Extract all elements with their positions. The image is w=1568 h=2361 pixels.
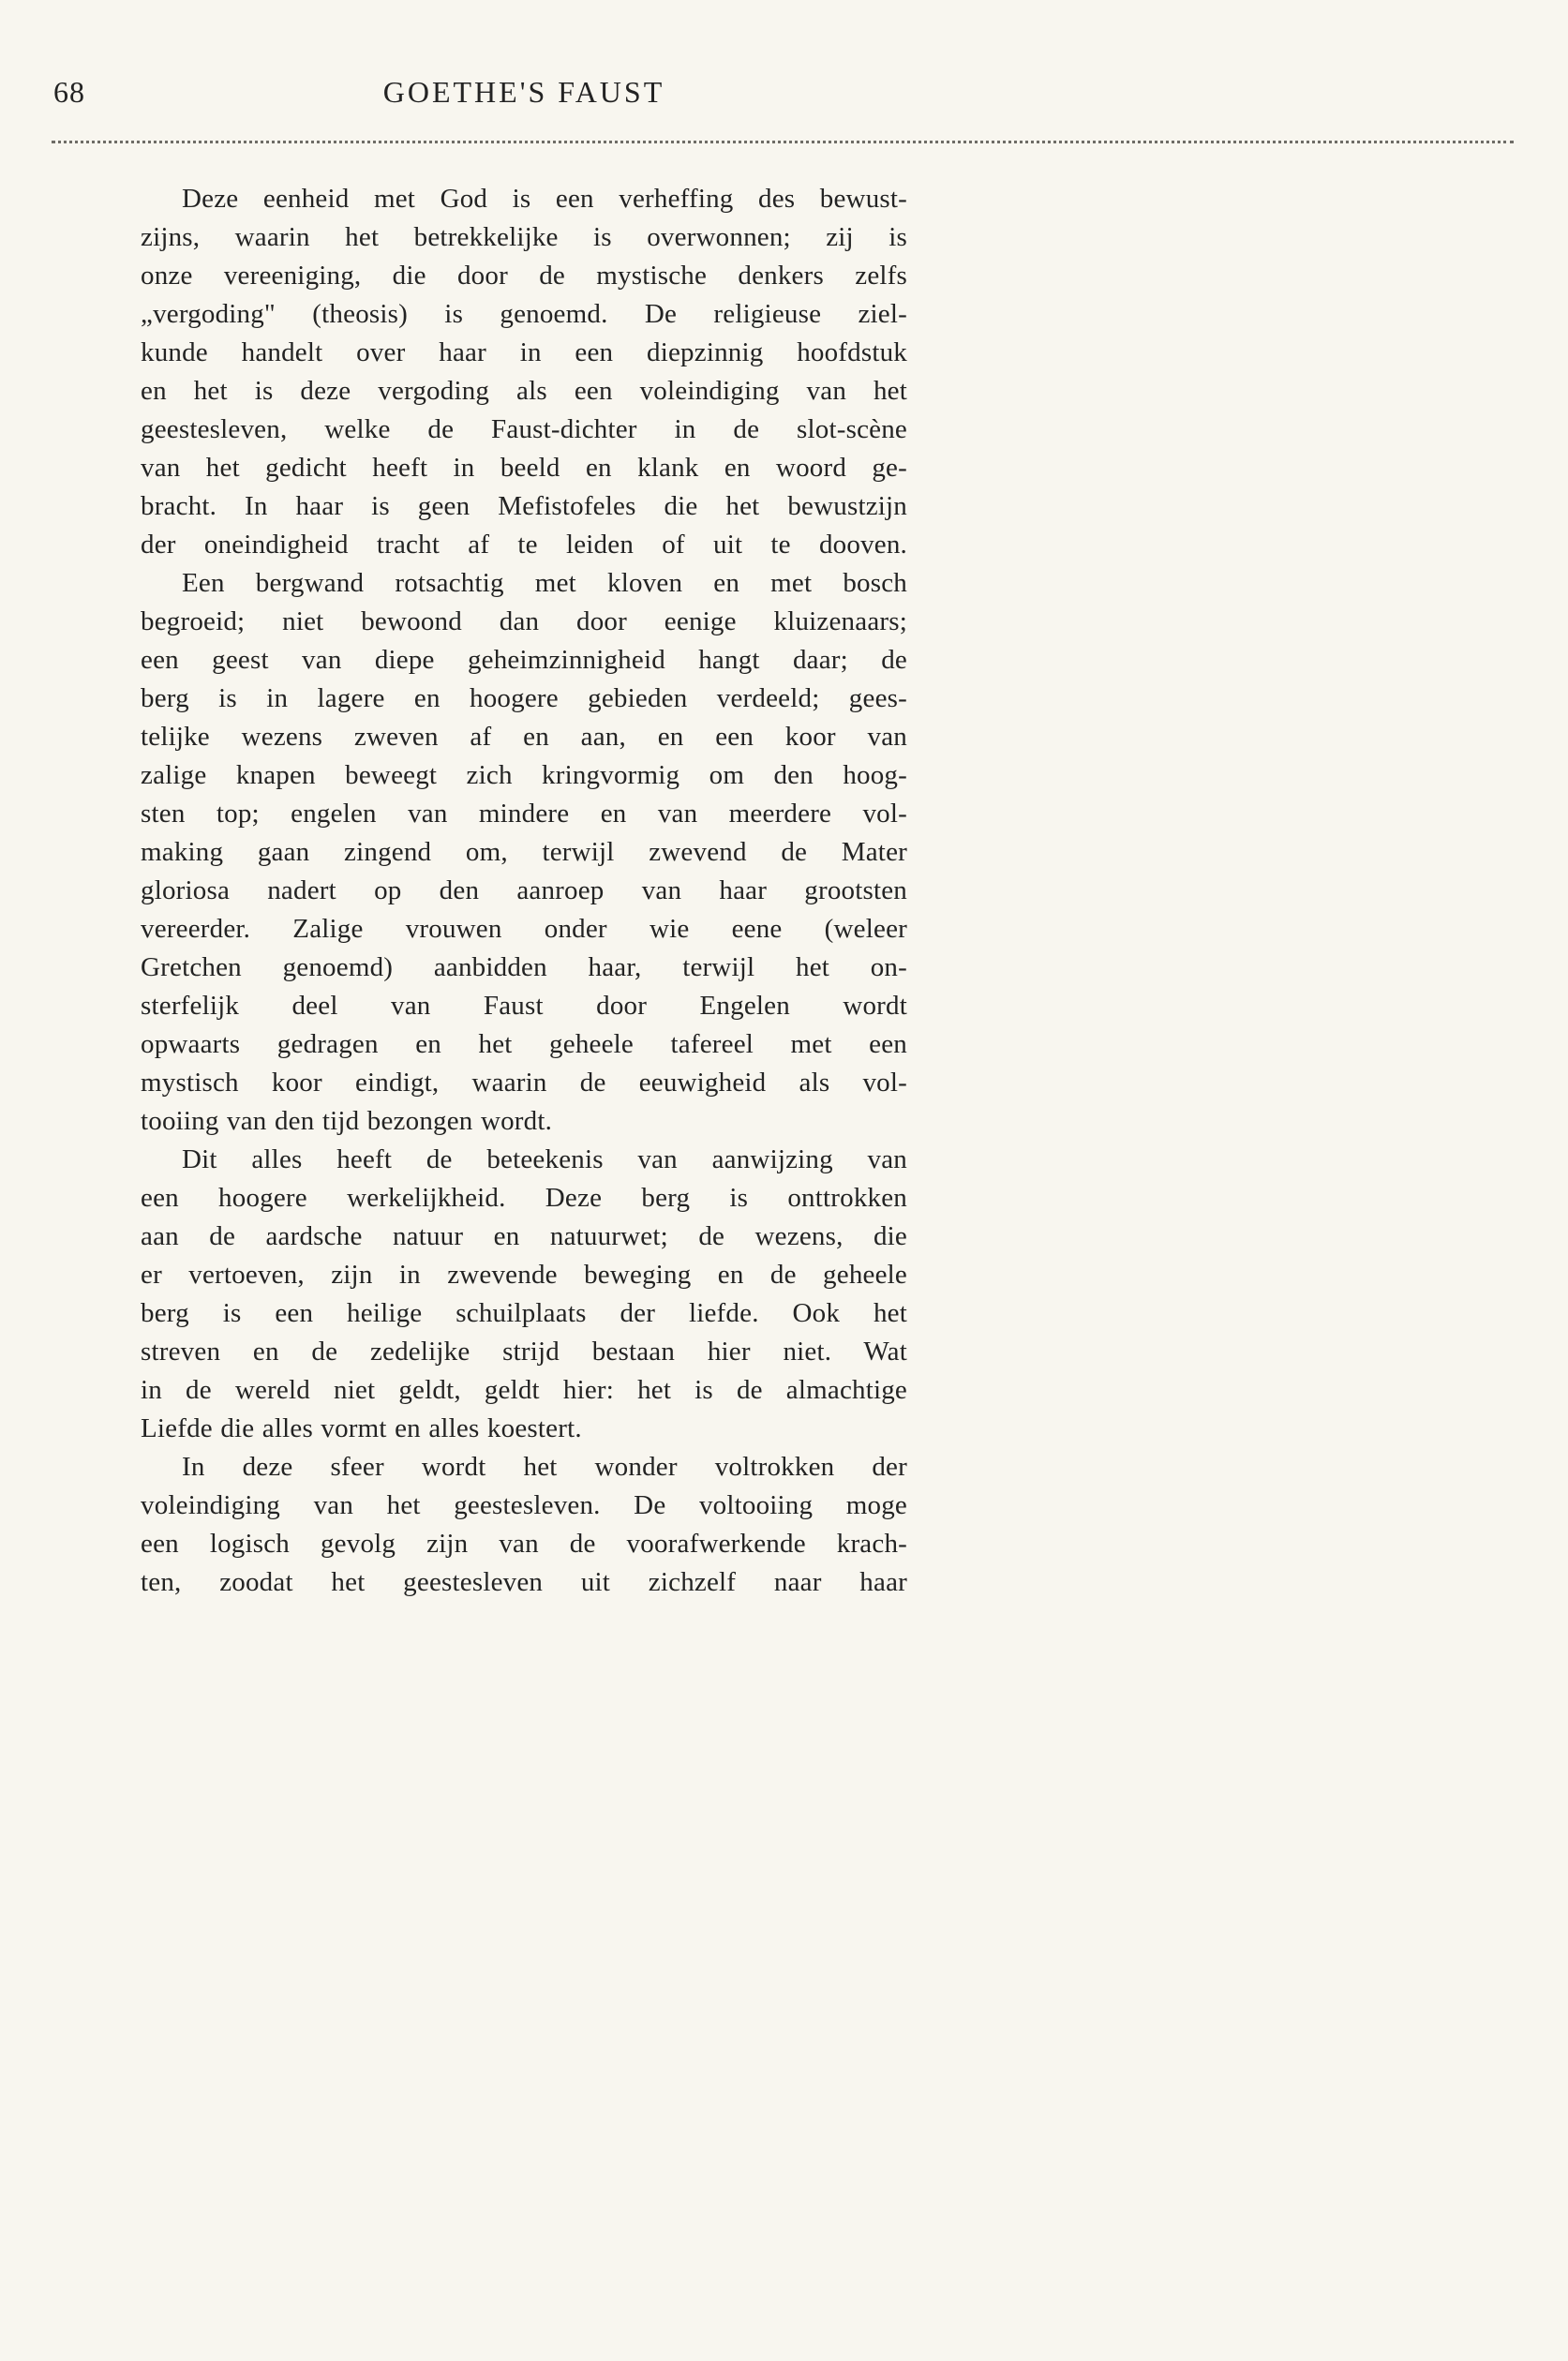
text-line: tooiing van den tijd bezongen wordt. — [141, 1106, 553, 1136]
paragraph — [141, 180, 907, 564]
text-line: in de wereld niet geldt, geldt hier: het is de almachtige — [141, 1375, 907, 1405]
text-line: Dit alles heeft de beteekenis van aanwijzing van — [182, 1144, 907, 1174]
text-line: Een bergwand rotsachtig met kloven en met bosch — [182, 568, 907, 598]
text-line: „vergoding" (theosis) is genoemd. De religieuse ziel- — [141, 299, 907, 329]
text-line: making gaan zingend om, terwijl zwevend de Mater — [141, 837, 907, 867]
text-line: sten top; engelen van mindere en van meerdere vol- — [141, 799, 907, 829]
text-block — [141, 180, 907, 1602]
paragraph — [141, 1141, 907, 1448]
running-title: GOETHE'S FAUST — [382, 75, 665, 109]
header-rule — [52, 141, 1514, 143]
page-header — [52, 75, 1514, 118]
paragraph — [141, 564, 907, 1141]
text-line: telijke wezens zweven af en aan, en een koor van — [141, 722, 907, 752]
text-line: en het is deze vergoding als een voleindiging van het — [141, 376, 907, 406]
text-line: der oneindigheid tracht af te leiden of uit te dooven. — [141, 530, 907, 560]
text-line: opwaarts gedragen en het geheele tafereel met een — [141, 1029, 907, 1059]
text-line: streven en de zedelijke strijd bestaan hier niet. Wat — [141, 1337, 907, 1367]
text-line: er vertoeven, zijn in zwevende beweging en de geheele — [141, 1260, 907, 1290]
paragraph — [141, 1448, 907, 1602]
text-line: gloriosa nadert op den aanroep van haar grootsten — [141, 875, 907, 905]
text-line: vereerder. Zalige vrouwen onder wie eene (weleer — [141, 914, 907, 944]
text-line: begroeid; niet bewoond dan door eenige kluizenaars; — [141, 606, 907, 636]
text-line: zijns, waarin het betrekkelijke is overwonnen; zij is — [141, 222, 907, 252]
text-line: Gretchen genoemd) aanbidden haar, terwijl het on- — [141, 952, 907, 982]
text-line: berg is een heilige schuilplaats der liefde. Ook het — [141, 1298, 907, 1328]
text-line: ten, zoodat het geestesleven uit zichzelf naar haar — [141, 1567, 907, 1597]
text-line: Liefde die alles vormt en alles koestert. — [141, 1413, 582, 1443]
page-number: 68 — [53, 75, 85, 109]
text-line: sterfelijk deel van Faust door Engelen wordt — [141, 991, 907, 1021]
text-line: zalige knapen beweegt zich kringvormig om den hoog- — [141, 760, 907, 790]
text-line: berg is in lagere en hoogere gebieden verdeeld; gees- — [141, 683, 907, 713]
text-line: een hoogere werkelijkheid. Deze berg is onttrokken — [141, 1183, 907, 1213]
text-line: In deze sfeer wordt het wonder voltrokken der — [182, 1452, 907, 1482]
text-line: kunde handelt over haar in een diepzinnig hoofdstuk — [141, 337, 907, 367]
text-line: aan de aardsche natuur en natuurwet; de wezens, die — [141, 1221, 907, 1251]
text-line: een logisch gevolg zijn van de voorafwerkende krach- — [141, 1529, 907, 1559]
text-line: bracht. In haar is geen Mefistofeles die het bewustzijn — [141, 491, 907, 521]
text-line: onze vereeniging, die door de mystische denkers zelfs — [141, 261, 907, 291]
text-line: mystisch koor eindigt, waarin de eeuwigheid als vol- — [141, 1068, 907, 1098]
text-line: een geest van diepe geheimzinnigheid hangt daar; de — [141, 645, 907, 675]
text-line: geestesleven, welke de Faust-dichter in de slot-scène — [141, 414, 907, 444]
text-line: voleindiging van het geestesleven. De voltooiing moge — [141, 1490, 907, 1520]
text-line: Deze eenheid met God is een verheffing des bewust- — [182, 184, 907, 214]
text-line: van het gedicht heeft in beeld en klank en woord ge- — [141, 453, 907, 483]
